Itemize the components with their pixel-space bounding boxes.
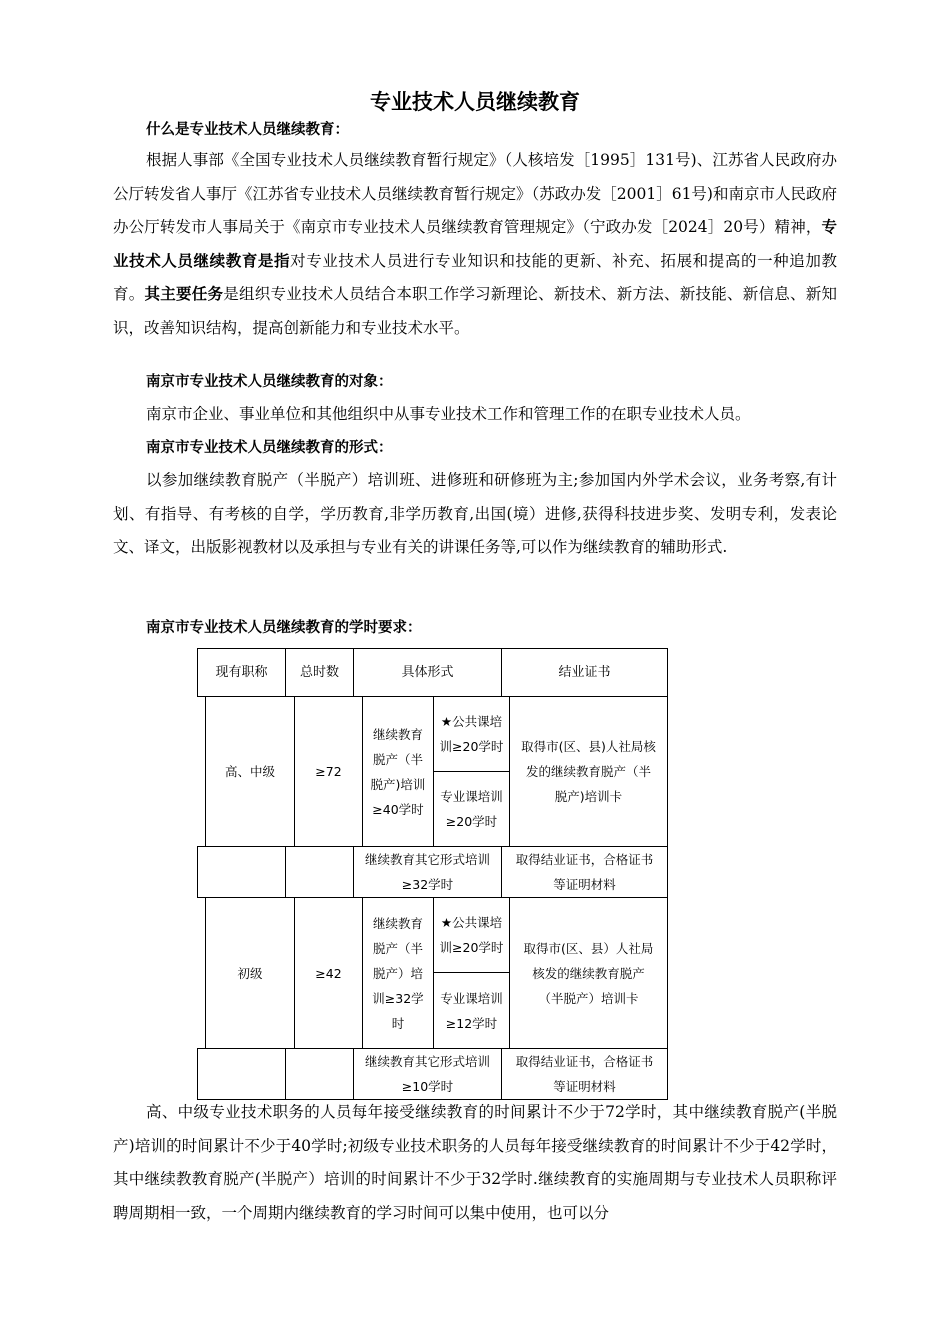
table-header-cert: 结业证书 [501,648,668,697]
table-cell-empty [197,1048,286,1100]
table-cell-other-cert: 取得结业证书，合格证书等证明材料 [501,846,668,898]
section-heading-definition: 什么是专业技术人员继续教育： [146,122,349,138]
table-header-form: 具体形式 [353,648,502,697]
table-cell-total: ≥42 [294,897,363,1049]
definition-text-1: 根据人事部《全国专业技术人员继续教育暂行规定》（人核培发［1995］131号)、江苏省人民政府办公厅转发省人事厅《江苏省专业技术人员继续教育暂行规定》（苏政办发［2001］61号)和南京市人民政府办公厅转发市人事局关于《南京市专业技术人员继续教育管理规定》（宁政办发［2024］20号）精神， [113,151,837,236]
target-paragraph: 南京市企业、事业单位和其他组织中从事专业技术工作和管理工作的在职专业技术人员。 [146,405,751,423]
definition-bold-1: 专业技术人员继续教育是指 [113,218,837,270]
definition-bold-2: 其主要任务 [144,285,224,303]
table-cell-other-form: 继续教育其它形式培训≥10学时 [353,1048,502,1100]
forms-paragraph: 以参加继续教育脱产（半脱产）培训班、进修班和研修班为主;参加国内外学术会议，业务考察,有计划、有指导、有考核的自学，学历教育,非学历教育,出国(境）进修,获得科技进步奖、发明专利，发表论文、译文，出版影视教材以及承担与专业有关的讲课任务等,可以作为继续教育的辅助形式. [113,471,837,556]
table-header-total: 总时数 [285,648,354,697]
table-cell-offjob: 继续教育脱产（半脱产)培训≥40学时 [362,696,434,847]
table-cell-public-course: ★公共课培训≥20学时 [433,696,510,772]
table-cell-public-course: ★公共课培训≥20学时 [433,897,510,973]
table-header-title: 现有职称 [197,648,286,697]
table-cell-empty [285,846,354,898]
table-cell-major-course: 专业课培训≥20学时 [433,771,510,847]
section-heading-hours: 南京市专业技术人员继续教育的学时要求： [146,620,422,636]
table-cell-offjob: 继续教育脱产（半脱产）培训≥32学时 [362,897,434,1049]
table-cell-title: 初级 [205,897,295,1049]
table-cell-empty [285,1048,354,1100]
section-heading-forms: 南京市专业技术人员继续教育的形式： [146,440,393,456]
closing-paragraph: 高、中级专业技术职务的人员每年接受继续教育的时间累计不少于72学时，其中继续教育脱产(半脱产)培训的时间累计不少于40学时;初级专业技术职务的人员每年接受继续教育的时间累计不少于42学时，其中继续教教育脱产(半脱产）培训的时间累计不少于32学时.继续教育的实施周期与专业技术人员职称评聘周期相一致，一个周期内继续教育的学习时间可以集中使用，也可以分 [113,1103,837,1222]
definition-paragraph [113,144,837,345]
table-cell-title: 高、中级 [205,696,295,847]
table-cell-other-cert: 取得结业证书，合格证书等证明材料 [501,1048,668,1100]
section-heading-target: 南京市专业技术人员继续教育的对象： [146,374,393,390]
table-cell-empty [197,846,286,898]
table-cell-cert: 取得市(区、县)人社局核发的继续教育脱产（半脱产)培训卡 [509,696,668,847]
definition-text-2: 对专业技术人员进行专业知识和技能的更新、补充、拓展和提高的一种追加教育。 [113,251,837,303]
table-cell-other-form: 继续教育其它形式培训≥32学时 [353,846,502,898]
table-cell-cert: 取得市(区、县）人社局核发的继续教育脱产（半脱产）培训卡 [509,897,668,1049]
table-cell-total: ≥72 [294,696,363,847]
table-cell-major-course: 专业课培训≥12学时 [433,972,510,1049]
document-title: 专业技术人员继续教育 [370,90,580,114]
definition-text-3: 是组织专业技术人员结合本职工作学习新理论、新技术、新方法、新技能、新信息、新知识，改善知识结构，提高创新能力和专业技术水平。 [113,285,837,337]
